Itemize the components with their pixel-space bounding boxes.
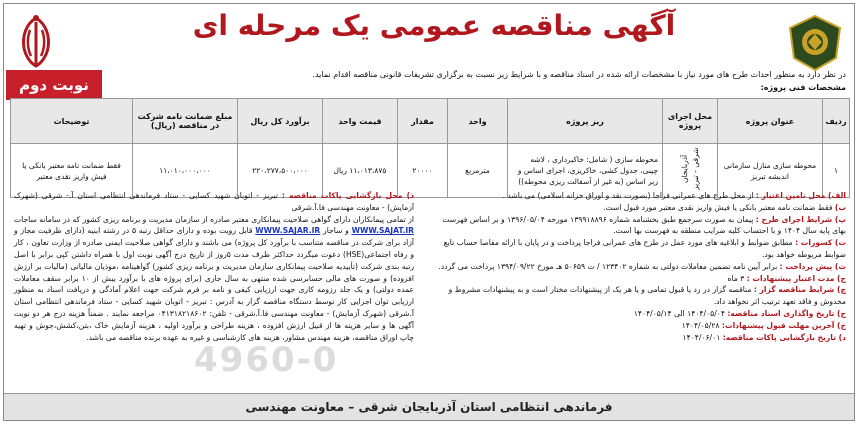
- opening-location-label: ذ) محل بازگشایی پاکات مناقصه :: [281, 191, 414, 200]
- row-total: ۲۲۰،۲۷۷،۵۰۰،۰۰۰: [238, 144, 323, 198]
- condition-item: [431, 273, 846, 285]
- row-quantity: ۲۰۰۰۰: [398, 144, 448, 198]
- invitation-text: قابل رویت بوده و دارای حداقل رتبه ۵ در رشته ابنیه (دارای ظرفیت مجاز و آزاد برای شرکت در مناقصه متناسب با برآورد کل پروژه) می باشند و دارای گواهی صلاحیت ایمنی صادره از وزارت تعاون ، کار و رفاه اجتماعی(HSE) دعوت میگردد حداکثر ظرف مدت ۵روز از تاریخ درج آگهی نوبت اول با همراه داشتن کپی برابر با اصل رتبه بندی شرکت (تأییدیه صلاحیت پیمانکاری سازمان مدیریت و برنامه ریزی کشور) گواهینامه ،موذیان مالیاتی (مالیات بر ارزش افزوده) و صورت های مالی حسابرسی شده منتهی به سال جاری (برای پروژه های با برآورد بیش از ۱۰ برابر سقف معاملات عمده دولتی) و یک جلد رزومه کاری جهت ارزیابی کیفی و نامه بر فرم شرکت جهت اعلام آمادگی و دریافت اسناد به منظور ارزیابی توان اجرایی کار توسط دستگاه مناقصه گزار به آدرس : تبریز - اتوبان شهید کسایی - ستاد فرماندهی انتظامی استان آ.شرقی (شهرک آزمایش) - معاونت مهندسی فا.آ.شرقی - تلفن:: [14, 226, 414, 318]
- condition-label: خ) آخرین مهلت قبول پیشنهادات:: [721, 320, 846, 330]
- condition-label: ح) تاریخ واگذاری اسناد مناقصه:: [727, 308, 846, 318]
- condition-item: [431, 320, 846, 332]
- iran-emblem-icon: [14, 12, 58, 72]
- intro-text: [86, 68, 846, 94]
- col-unit-price-header: قیمت واحد: [323, 99, 398, 144]
- condition-label: د) تاریخ بازگشایی پاکات مناقصه:: [722, 332, 846, 342]
- col-unit-header: واحد: [448, 99, 508, 144]
- conditions-column: [431, 190, 846, 343]
- condition-label: چ) شرایط مناقصه گزار :: [753, 285, 846, 295]
- condition-label: ث) پیش پرداخت :: [779, 261, 846, 271]
- invitation-text: از تمامی پیمانکاران دارای گواهی صلاحیت پیمانکاری معتبر صادره از سازمان مدیریت و برنامه ریزی کشور که در سامانه ساجات: [14, 214, 414, 224]
- phone-number: ۰۴۱۳۱۸۲۱۸۶۰۲: [157, 308, 207, 318]
- invitation-text: و ساجار: [323, 226, 349, 236]
- col-total-header: برآورد کل ریال: [238, 99, 323, 144]
- condition-label: پ) شرایط اجرای طرح :: [755, 214, 846, 224]
- technical-spec-heading: مشخصات فنی پروژه:: [760, 83, 846, 92]
- condition-text: ۱۴۰۴/۰۶/۰۱: [682, 332, 721, 342]
- row-note: فقط ضمانت نامه معتبر بانکی یا فیش واریز نقدی معتبر: [11, 144, 133, 198]
- watermark: 4960-0: [194, 340, 339, 380]
- condition-label: ب): [834, 202, 846, 212]
- condition-item: [431, 202, 846, 214]
- invitation-text: مراجعه نمایند . ضمناً هزینه درج هر دو نوبت آگهی ها و سایر هزینه ها از قبیل ارزش افزوده ، هزینه طراحی و برآورد اولیه ، هزینه آزمایش خاک ،بتن،کشش،جوش و تهیه چاپ اوراق مناقصه، هزینه مهندس مشاور، هزینه های کارشناسی و غیره به عهده برنده مناقصه می باشد.: [14, 308, 414, 342]
- col-index-header: ردیف: [823, 99, 850, 144]
- row-details: محوطه سازی ( شامل: خاکبرداری ، لاشه چینی، جدول کشی، خاکریزی، اجرای اساس و زیر اساس (به غیر از آسفالت ریزی محوطه)): [508, 144, 663, 198]
- condition-text: از محل طرح های عمرانی فراجا (بصورت نقد و اوراق خزانه اسلامی) می باشد .: [502, 191, 754, 200]
- intro-paragraph: در نظر دارد به منظور احداث طرح های مورد نیاز با مشخصات ارائه شده در اسناد مناقصه و با شرایط زیر نسبت به برگزاری تشریفات قانونی مناقصه اقدام نماید.: [312, 70, 846, 79]
- row-unit: مترمربع: [448, 144, 508, 198]
- col-project-header: عنوان پروژه: [718, 99, 823, 144]
- condition-item: [431, 308, 846, 320]
- condition-text: مطابق ضوابط و ابلاغیه های مورد عمل در طرح های عمرانی فراجا پرداخت و در پایان با ارائه مفاصا حساب تایع ضوابط مربوطه خواهد بود.: [443, 238, 846, 259]
- condition-item: [431, 214, 846, 238]
- condition-text: برابر آیین نامه تضمین معاملات دولتی به شماره ۱۲۳۴۰۲ / ت ۵۰۶۵۹ هـ مورخ ۱۳۹۴/۰۹/۲۲ پرداخت می گردد.: [438, 261, 778, 271]
- sajar-link[interactable]: WWW.SAJAR.IR: [255, 226, 321, 236]
- condition-label: ج) مدت اعتبار پیشنهادات :: [746, 273, 846, 283]
- condition-label: ت) کسورات :: [795, 238, 846, 248]
- round-badge: نوبت دوم: [6, 70, 102, 100]
- col-quantity-header: مقدار: [398, 99, 448, 144]
- row-unit-price: ۱۱،۰۱۳،۸۷۵ ریال: [323, 144, 398, 198]
- condition-text: مناقصه گزار در رد یا قبول تمامی و یا هر یک از پیشنهادات مختار است و به پیشنهادات مشروط و مخدوش و فاقد تعهد ترتیب اثر نخواهد داد.: [448, 285, 846, 307]
- col-details-header: ریز پروژه: [508, 99, 663, 144]
- col-location-header: محل اجرای پروژه: [663, 99, 718, 144]
- condition-text: ۱۴۰۴/۰۵/۰۴ الی ۱۴۰۴/۰۵/۱۴: [633, 308, 725, 318]
- condition-item: [431, 332, 846, 344]
- opening-location: [14, 190, 414, 214]
- invitation-paragraph: [14, 214, 414, 344]
- condition-item: [431, 284, 846, 308]
- condition-text: پیمان به صورت سرجمع طبق بخشنامه شماره ۱۳۹۹۱۸۸۹۶ مورخه ۱۳۹۶/۰۵/۰۴ و بر اساس فهرست بهای پایه سال ۱۴۰۴ و با احتساب کلیه ضرایب منطقه به فهرست بها است.: [442, 214, 846, 236]
- sajat-link[interactable]: WWW.SAJAT.IR: [351, 226, 414, 236]
- condition-item: [431, 190, 846, 202]
- condition-item: [431, 237, 846, 261]
- project-spec-table: [10, 98, 850, 198]
- opening-location-column: [14, 190, 414, 343]
- notice-title: آگهی مناقصه عمومی یک مرحله ای: [192, 9, 676, 42]
- table-header-row: [11, 99, 850, 144]
- col-guarantee-header: مبلغ ضمانت نامه شرکت در مناقصه (ریال): [133, 99, 238, 144]
- police-insignia-icon: [788, 14, 842, 72]
- col-note-header: توضیحات: [11, 99, 133, 144]
- row-guarantee: ۱۱،۰۱۰،۰۰۰،۰۰۰: [133, 144, 238, 198]
- opening-location-text: تبریز - اتوبان شهید کسایی - ستاد فرماندهی انتظامی استان آ.- شرقی (شهرک آزمایش) - معاونت مهندسی فا.آ.شرقی: [14, 191, 414, 212]
- row-project: محوطه سازی منازل سازمانی اندیشه تبریز: [718, 144, 823, 198]
- row-location: آذربایجان شرقی - تبریز: [680, 147, 700, 191]
- condition-text: ۱۴۰۴/۰۵/۲۸: [681, 320, 720, 330]
- condition-item: [431, 261, 846, 273]
- row-index: ۱: [823, 144, 850, 198]
- condition-text: ۳ ماه: [727, 273, 745, 283]
- footer-banner: فرماندهی انتظامی استان آذربایجان شرقی – معاونت مهندسی: [4, 393, 854, 420]
- tender-notice: [3, 3, 855, 421]
- condition-label: الف) محل تامین اعتبار :: [755, 191, 846, 200]
- condition-text: فقط ضمانت نامه معتبر بانکی یا فیش واریز نقدی معتبر مورد قبول است.: [603, 202, 833, 212]
